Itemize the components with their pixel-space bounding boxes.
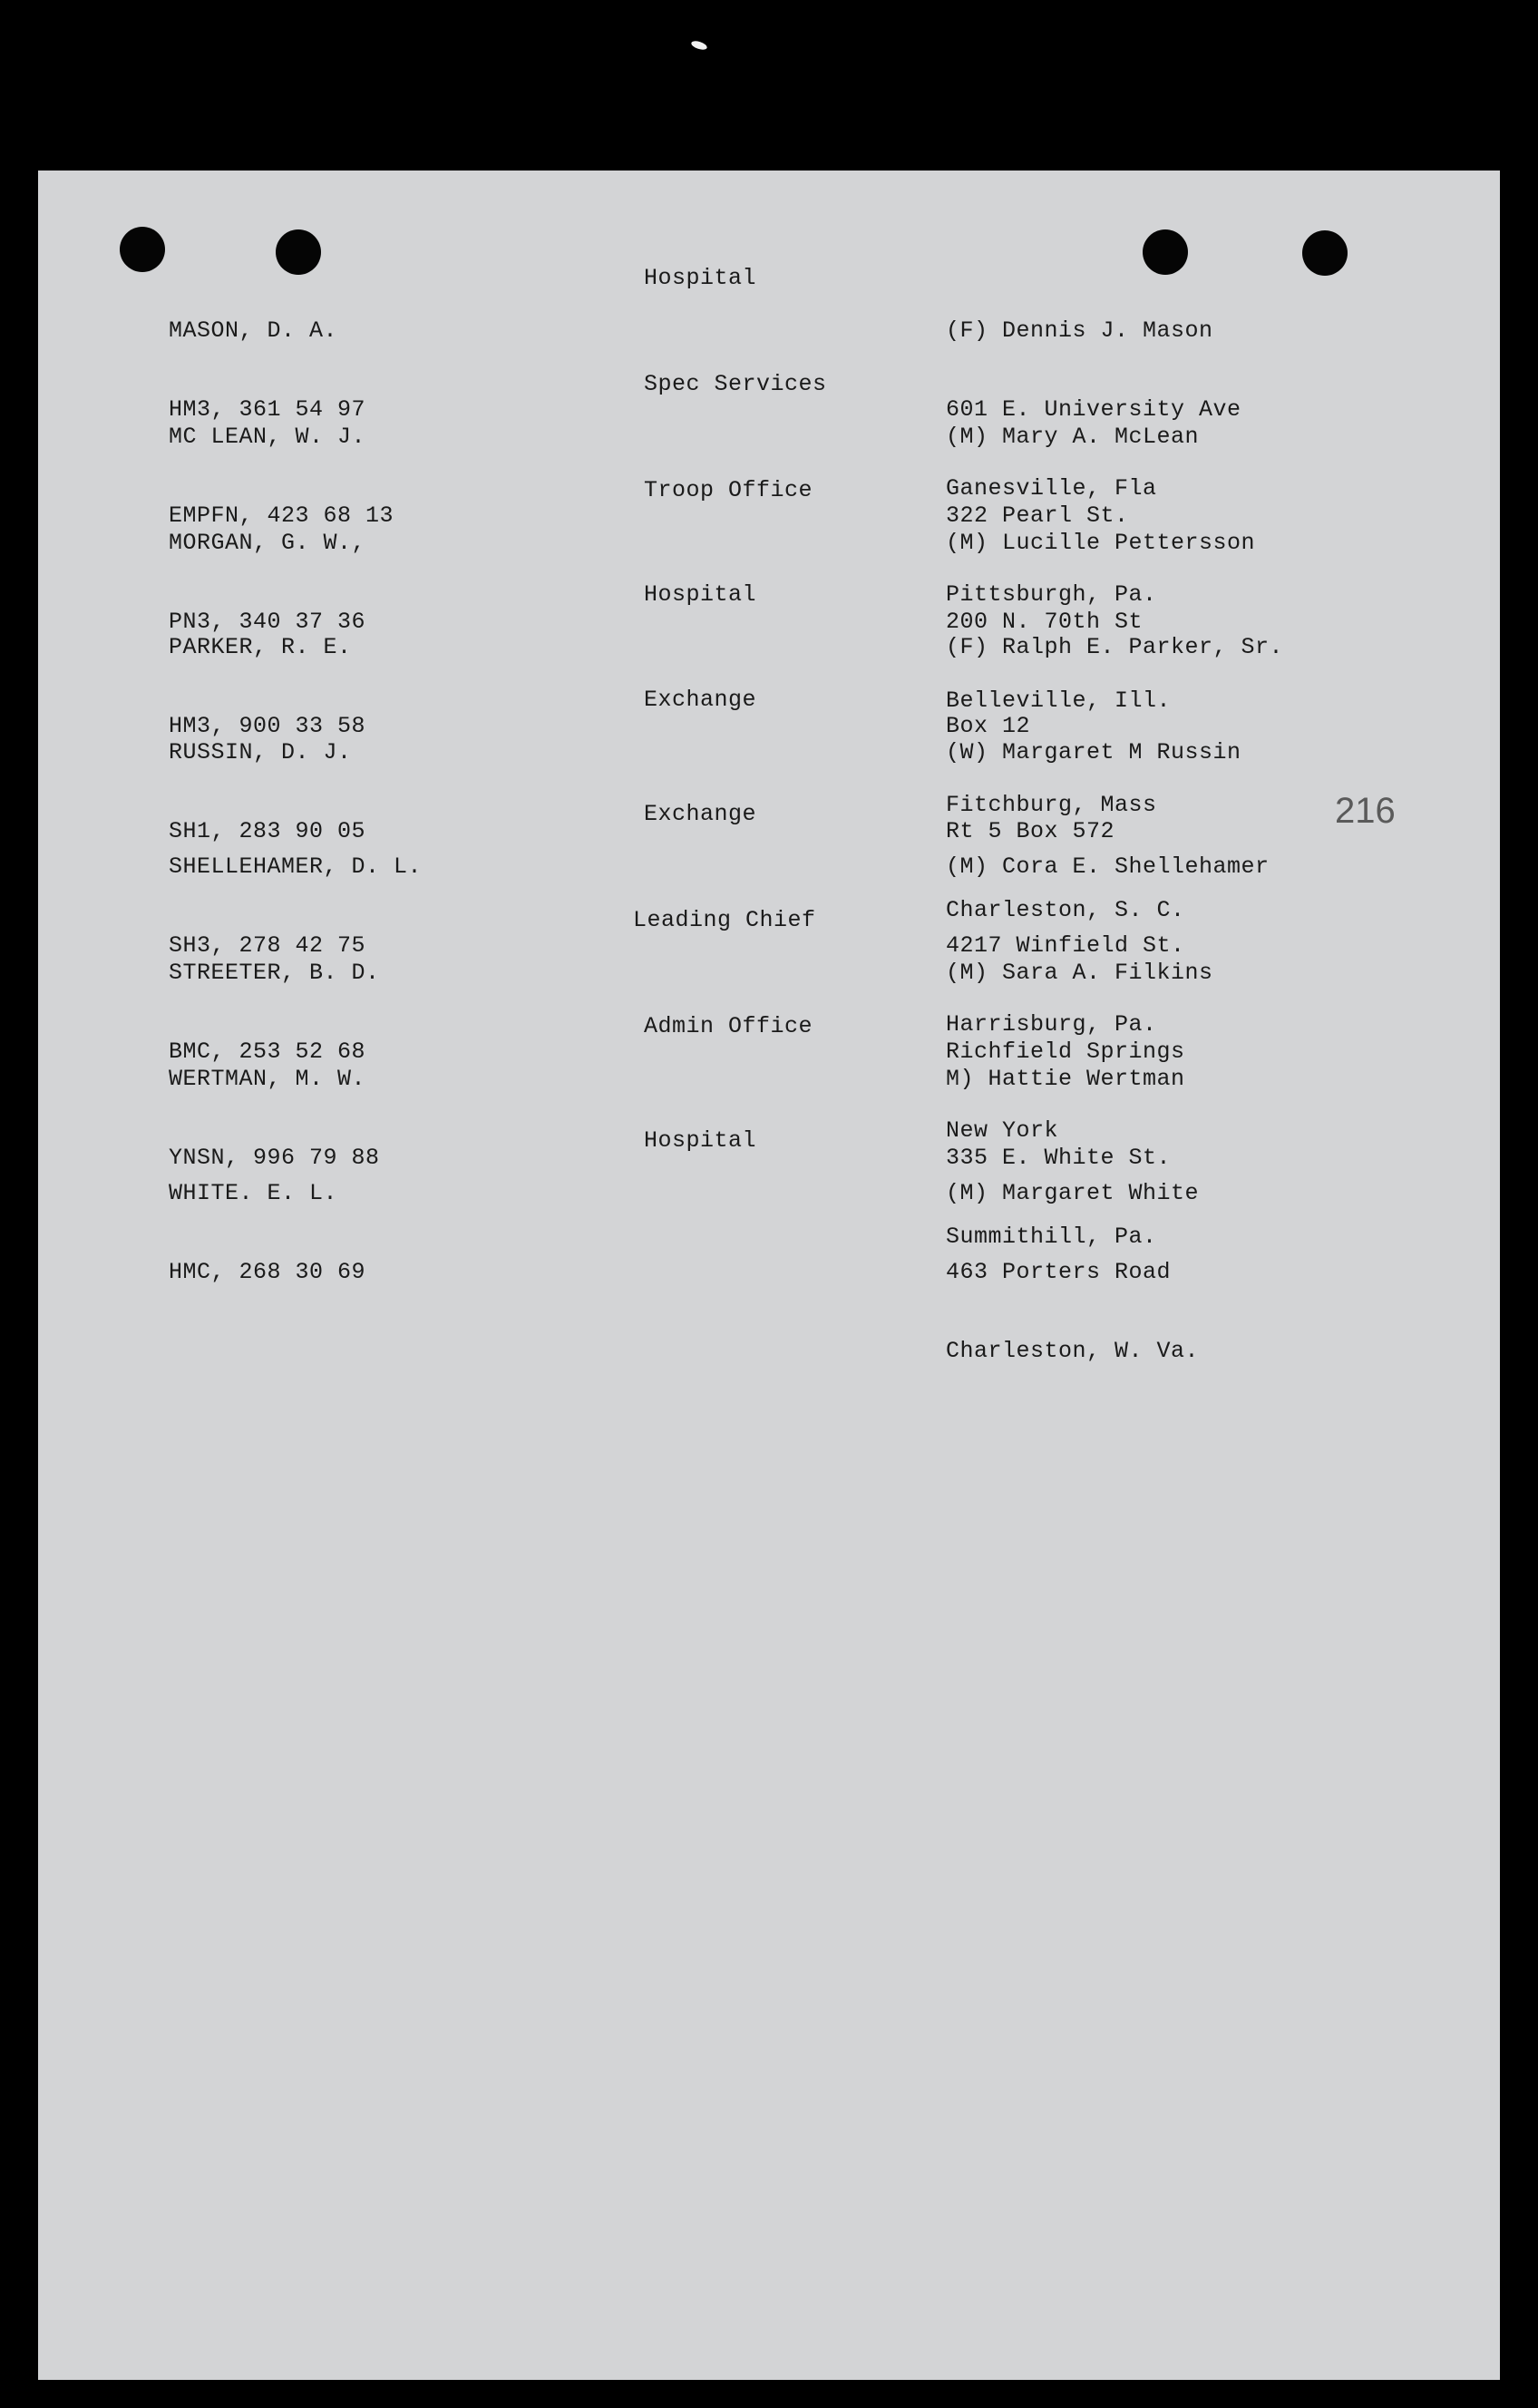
assignment: Exchange: [644, 801, 757, 827]
person-name: RUSSIN, D. J.: [169, 739, 352, 765]
assignment: Hospital: [644, 581, 757, 608]
person-name: STREETER, B. D.: [169, 960, 380, 986]
rate-service-number: EMPFN, 423 68 13: [169, 502, 394, 529]
person-name: MASON, D. A.: [169, 317, 338, 344]
assignment: Admin Office: [644, 1013, 813, 1039]
next-of-kin: [946, 1127, 1199, 1417]
assignment: Troop Office: [644, 477, 813, 503]
assignment: Hospital: [644, 1127, 757, 1154]
kin-street: Rt 5 Box 572: [946, 818, 1115, 844]
kin-city: Charleston, S. C.: [946, 897, 1185, 923]
kin-city: Harrisburg, Pa.: [946, 1011, 1157, 1038]
scan-speck: [690, 39, 708, 51]
kin-name: (F) Ralph E. Parker, Sr.: [946, 634, 1284, 660]
rate-service-number: PN3, 340 37 36: [169, 609, 366, 635]
kin-city: Pittsburgh, Pa.: [946, 581, 1157, 608]
kin-street: Box 12: [946, 713, 1031, 739]
person-name: MC LEAN, W. J.: [169, 424, 366, 450]
assignment: Leading Chief: [633, 907, 816, 933]
kin-street: 601 E. University Ave: [946, 396, 1241, 423]
kin-name: (M) Cora E. Shellehamer: [946, 853, 1270, 880]
rate-service-number: HM3, 900 33 58: [169, 713, 366, 739]
kin-name: (W) Margaret M Russin: [946, 739, 1241, 765]
kin-street: Richfield Springs: [946, 1038, 1185, 1065]
kin-name: (M) Margaret White: [946, 1180, 1200, 1206]
kin-street: 463 Porters Road: [946, 1259, 1172, 1285]
kin-name: (M) Lucille Pettersson: [946, 530, 1256, 556]
person-name: PARKER, R. E.: [169, 634, 352, 660]
rate-service-number: YNSN, 996 79 88: [169, 1145, 380, 1171]
kin-city: Ganesville, Fla: [946, 475, 1157, 502]
punch-hole: [1302, 230, 1348, 276]
kin-city: Summithill, Pa.: [946, 1223, 1157, 1250]
assignment: Exchange: [644, 687, 757, 713]
rate-service-number: HMC, 268 30 69: [169, 1259, 366, 1285]
assignment: Spec Services: [644, 371, 827, 397]
kin-city: Belleville, Ill.: [946, 687, 1172, 714]
person-name: MORGAN, G. W.,: [169, 530, 366, 556]
kin-name: (M) Mary A. McLean: [946, 424, 1200, 450]
person-name: SHELLEHAMER, D. L.: [169, 853, 423, 880]
kin-city: Charleston, W. Va.: [946, 1338, 1200, 1364]
page-number: 216: [1335, 791, 1396, 831]
name-cell: [169, 1127, 365, 1338]
kin-street: 4217 Winfield St.: [946, 932, 1185, 959]
rate-service-number: BMC, 253 52 68: [169, 1038, 366, 1065]
assignment: Hospital: [644, 265, 757, 291]
person-name: WERTMAN, M. W.: [169, 1066, 366, 1092]
punch-hole: [120, 227, 165, 272]
rate-service-number: SH3, 278 42 75: [169, 932, 366, 959]
kin-name: M) Hattie Wertman: [946, 1066, 1185, 1092]
kin-name: (M) Sara A. Filkins: [946, 960, 1213, 986]
rate-service-number: SH1, 283 90 05: [169, 818, 366, 844]
rate-service-number: HM3, 361 54 97: [169, 396, 366, 423]
kin-city: New York: [946, 1117, 1059, 1144]
kin-street: 335 E. White St.: [946, 1145, 1172, 1171]
kin-street: 322 Pearl St.: [946, 502, 1129, 529]
kin-street: 200 N. 70th St: [946, 609, 1144, 635]
kin-name: (F) Dennis J. Mason: [946, 317, 1213, 344]
person-name: WHITE. E. L.: [169, 1180, 338, 1206]
kin-city: Fitchburg, Mass: [946, 792, 1157, 818]
